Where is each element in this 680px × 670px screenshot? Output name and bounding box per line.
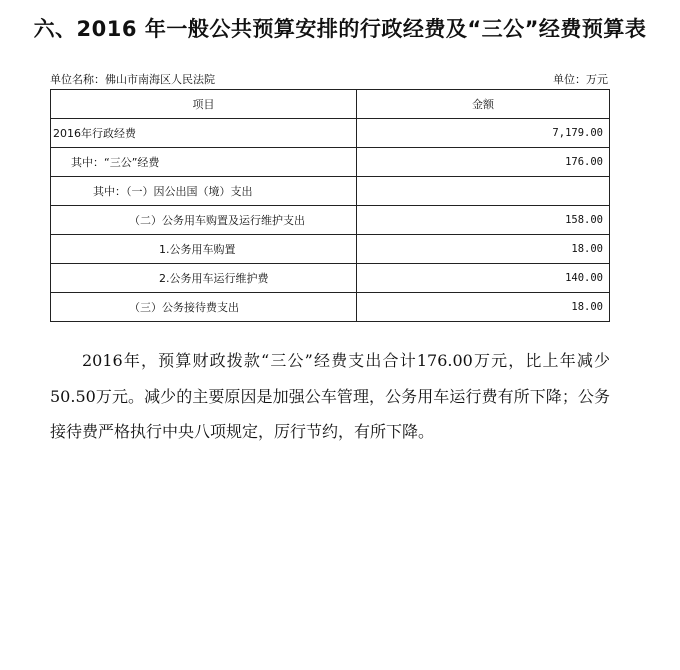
table-header-row bbox=[51, 90, 610, 119]
explanation-paragraph: 2016年，预算财政拨款“三公”经费支出合计176.00万元，比上年减少50.50万元。减少的主要原因是加强公车管理，公务用车运行费有所下降；公务接待费严格执行中央八项规定，厉行节约，有所下降。 bbox=[50, 351, 610, 441]
row-label: 2.公务用车运行维护费 bbox=[51, 264, 357, 293]
row-label: 1.公务用车购置 bbox=[51, 235, 357, 264]
table-row bbox=[51, 264, 610, 293]
table-row bbox=[51, 119, 610, 148]
row-amount bbox=[357, 177, 610, 206]
unit-label: 单位：万元 bbox=[553, 73, 608, 86]
column-header-item: 项目 bbox=[51, 90, 357, 119]
row-label: 其中：（一）因公出国（境）支出 bbox=[51, 177, 357, 206]
table-row bbox=[51, 206, 610, 235]
row-amount: 18.00 bbox=[357, 293, 610, 322]
column-header-amount: 金额 bbox=[357, 90, 610, 119]
row-label: （三）公务接待费支出 bbox=[51, 293, 357, 322]
row-amount: 140.00 bbox=[357, 264, 610, 293]
table-row bbox=[51, 148, 610, 177]
row-label: （二）公务用车购置及运行维护支出 bbox=[51, 206, 357, 235]
table-row bbox=[51, 235, 610, 264]
table-row bbox=[51, 177, 610, 206]
unit-name: 单位名称：佛山市南海区人民法院 bbox=[50, 73, 215, 86]
row-label: 2016年行政经费 bbox=[51, 119, 357, 148]
table-row bbox=[51, 293, 610, 322]
budget-table bbox=[50, 89, 610, 322]
row-amount: 18.00 bbox=[357, 235, 610, 264]
page-title: 六、2016 年一般公共预算安排的行政经费及“三公”经费预算表 bbox=[33, 17, 647, 41]
row-amount: 7,179.00 bbox=[357, 119, 610, 148]
row-amount: 176.00 bbox=[357, 148, 610, 177]
row-label: 其中：“三公”经费 bbox=[51, 148, 357, 177]
row-amount: 158.00 bbox=[357, 206, 610, 235]
